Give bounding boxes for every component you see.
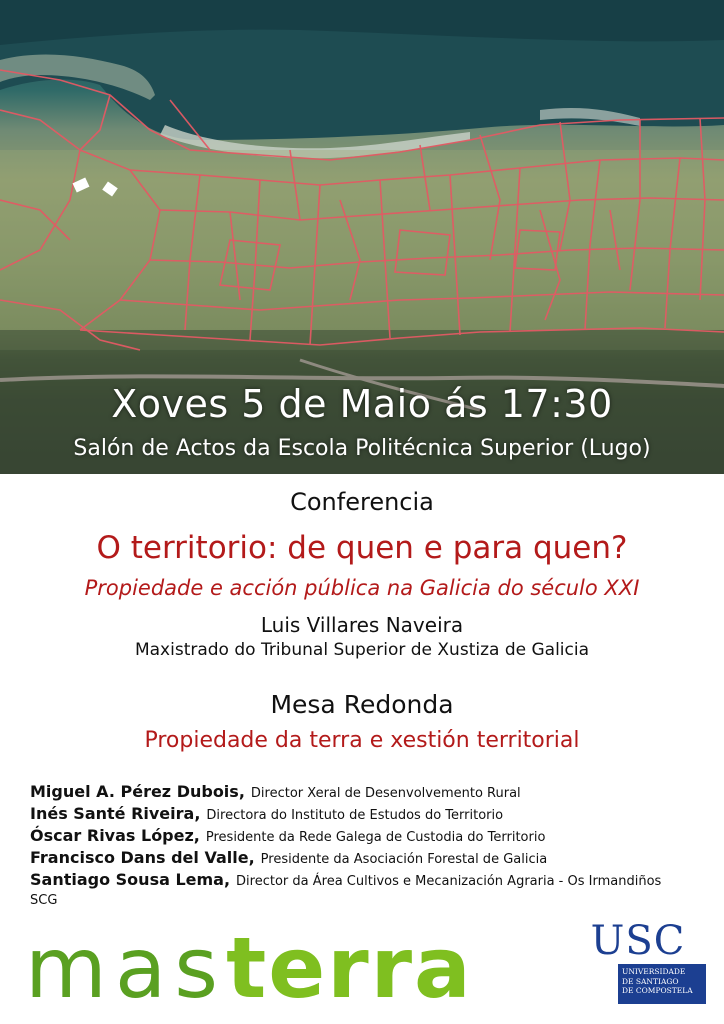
panelist-name: Óscar Rivas López,	[30, 826, 200, 845]
conference-title: O territorio: de quen e para quen?	[96, 530, 628, 566]
panelist-name: Miguel A. Pérez Dubois,	[30, 782, 245, 801]
round-table-title: Propiedade da terra e xestión territorial	[144, 728, 580, 753]
panelist-name: Francisco Dans del Valle,	[30, 848, 255, 867]
panelist-item	[30, 803, 720, 825]
panelist-role: Director da Área Cultivos e Mecanización Agraria - Os Irmandiños	[236, 874, 662, 889]
masterra-logo-part2: terra	[226, 919, 473, 1017]
usc-logo	[570, 918, 706, 1004]
round-table-label: Mesa Redonda	[270, 690, 454, 719]
usc-logo-line: UNIVERSIDADE	[622, 967, 686, 976]
panelist-item	[30, 847, 720, 869]
panelist-name: Santiago Sousa Lema,	[30, 870, 231, 889]
panelist-name: Inés Santé Riveira,	[30, 804, 201, 823]
panelist-item	[30, 869, 720, 891]
speaker-role: Maxistrado do Tribunal Superior de Xustiza de Galicia	[134, 640, 590, 660]
conference-label: Conferencia	[290, 488, 434, 516]
panelist-item	[30, 781, 720, 803]
conference-subtitle: Propiedade e acción pública na Galicia do século XXI	[84, 576, 640, 600]
usc-logo-box	[618, 964, 706, 1004]
usc-logo-line: DE COMPOSTELA	[622, 986, 693, 995]
aerial-photo-banner	[0, 0, 724, 474]
speaker-name: Luis Villares Naveira	[260, 613, 464, 637]
usc-logo-line: DE SANTIAGO	[622, 976, 679, 986]
masterra-logo	[25, 918, 473, 1018]
panelist-list	[30, 781, 720, 891]
panelist-org: SCG	[30, 893, 58, 908]
panelist-item	[30, 825, 720, 847]
panelist-role: Presidente da Rede Galega de Custodia do Territorio	[205, 830, 546, 845]
masterra-logo-part1: mas	[25, 919, 227, 1017]
panelist-role: Presidente da Asociación Forestal de Galicia	[260, 852, 548, 867]
panelist-role: Director Xeral de Desenvolvemento Rural	[250, 786, 521, 801]
event-venue: Salón de Actos da Escola Politécnica Superior (Lugo)	[73, 436, 651, 461]
event-date-time: Xoves 5 de Maio ás 17:30	[111, 382, 613, 426]
usc-logo-letters: USC	[590, 918, 686, 964]
panelist-role: Directora do Instituto de Estudos do Territorio	[206, 808, 504, 823]
